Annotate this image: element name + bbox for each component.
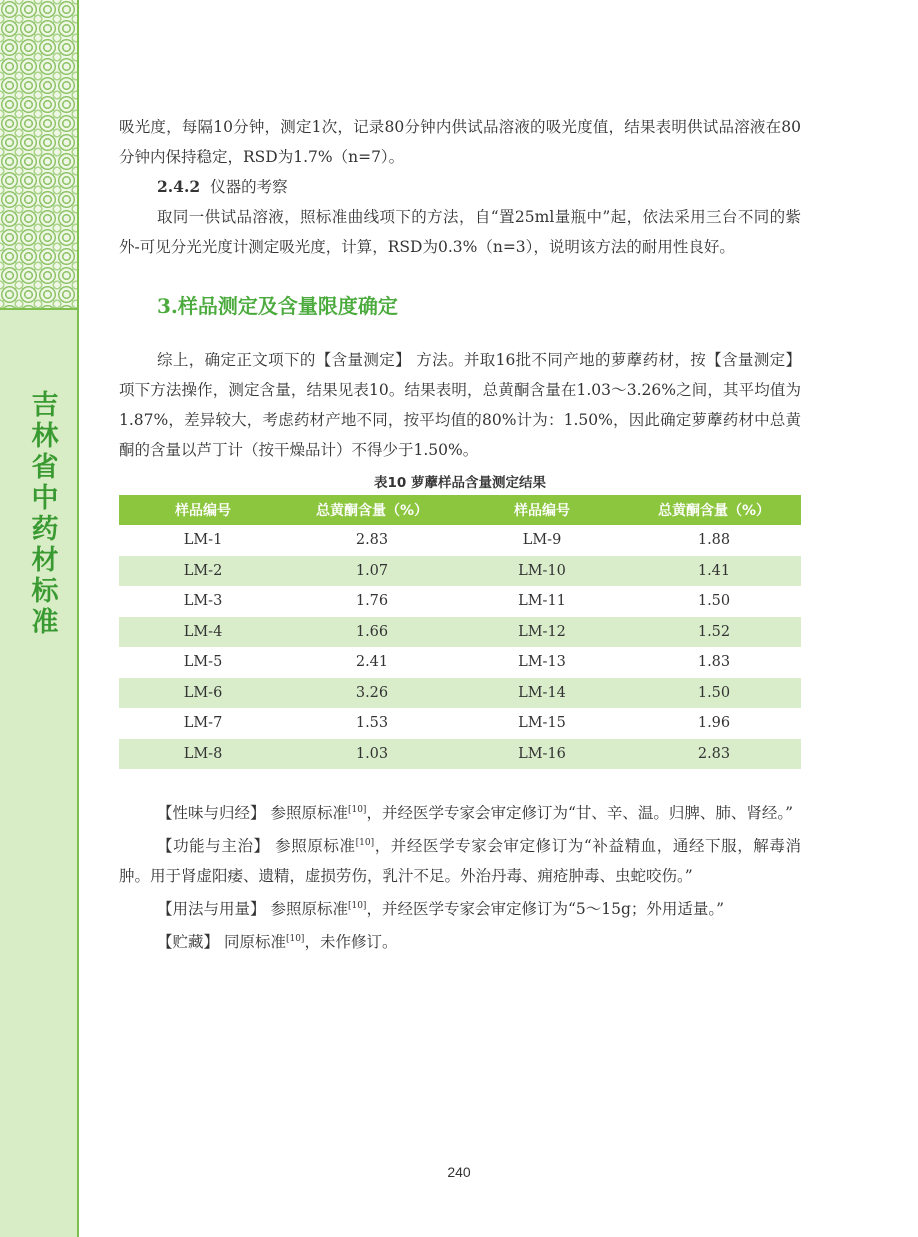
table-cell: 1.88 (697, 532, 731, 549)
item-text: 同原标准 (219, 933, 286, 952)
table-cell: LM-4 (119, 617, 287, 648)
table-cell: LM-12 (457, 617, 627, 648)
table-cell: 1.76 (355, 593, 389, 610)
table-cell: LM-16 (457, 739, 627, 770)
table-caption: 表10 萝藦样品含量测定结果 (374, 475, 546, 491)
item-label: 【贮藏】 (157, 933, 220, 952)
table-header-row (119, 495, 801, 525)
page-number: 240 (447, 1164, 471, 1180)
citation-ref: [10] (347, 901, 367, 912)
paragraph-summary: 综上，确定正文项下的【含量测定】 方法。并取16批不同产地的萝藦药材，按【含量测定】 项下方法操作，测定含量，结果见表10。结果表明，总黄酮含量在1.03～3.26%之间，其平均值为1.87%，差异较大，考虑药材产地不同，按平均值的80%计为：1.50%，因此确定萝藦药材中总黄酮的含量以芦丁计（按干燥品计）不得少于1.50%。 (119, 351, 801, 459)
table-cell: LM-2 (119, 556, 287, 587)
table-cell: LM-10 (457, 556, 627, 587)
item-function-indication (119, 828, 801, 891)
header-content: 总黄酮含量（%） (627, 495, 801, 525)
table-row (119, 525, 801, 556)
paragraph-stability: 吸光度，每隔10分钟，测定1次，记录80分钟内供试品溶液的吸光度值，结果表明供试品溶液在80分钟内保持稳定，RSD为1.7%（n=7）。 (119, 118, 801, 166)
table-row (119, 556, 801, 587)
table-cell: LM-3 (183, 593, 223, 610)
table-cell: 1.52 (627, 617, 801, 648)
subsection-heading (157, 172, 801, 202)
subsection-number: 2.4.2 (157, 177, 201, 196)
decorative-pattern (0, 0, 77, 310)
table-cell: 1.83 (697, 654, 731, 671)
table-row (119, 739, 801, 770)
table-cell: 1.53 (355, 715, 389, 732)
item-text: 参照原标准 (265, 804, 348, 823)
table-row (119, 586, 801, 617)
table-cell: 1.66 (287, 617, 457, 648)
item-text: ，并经医学专家会审定修订为“5～15g；外用适量。” (366, 900, 725, 919)
table-cell: LM-15 (518, 715, 566, 732)
table-row (119, 708, 801, 739)
table-cell: 1.41 (627, 556, 801, 587)
header-content: 总黄酮含量（%） (287, 495, 457, 525)
citation-ref: [10] (355, 838, 375, 849)
table-cell: LM-14 (457, 678, 627, 709)
table-cell: LM-11 (518, 593, 566, 610)
table-cell: 2.41 (355, 654, 389, 671)
item-text: 参照原标准 (265, 900, 348, 919)
results-table (119, 495, 801, 769)
item-taste-meridian (119, 795, 801, 828)
citation-ref: [10] (347, 805, 367, 815)
table-cell: LM-1 (183, 532, 223, 549)
item-usage-dosage (119, 891, 801, 924)
table-row (119, 617, 801, 648)
item-storage (119, 924, 801, 957)
table-cell: 1.07 (287, 556, 457, 587)
paragraph-instrument: 取同一供试品溶液，照标准曲线项下的方法，自“置25ml量瓶中”起，依法采用三台不同的紫外-可见分光光度计测定吸光度，计算，RSD为0.3%（n=3），说明该方法的耐用性良好。 (119, 208, 801, 256)
table-cell: 1.50 (627, 678, 801, 709)
header-sample-id: 样品编号 (119, 495, 287, 525)
sidebar-title: 吉林省中药材标准 (31, 390, 59, 638)
table-cell: LM-6 (119, 678, 287, 709)
item-text: ，并经医学专家会审定修订为“补益精血，通经下服，解毒消肿。用于肾虚阳痿、遗精，虚损劳伤，乳汁不足。外治丹毒、痈疮肿毒、虫蛇咬伤。” (119, 837, 801, 886)
table-cell: 3.26 (287, 678, 457, 709)
header-sample-id: 样品编号 (457, 495, 627, 525)
table-cell: 1.96 (697, 715, 731, 732)
table-cell: 2.83 (627, 739, 801, 770)
table-cell: 2.83 (355, 532, 389, 549)
page-content (119, 112, 801, 958)
item-text: 参照原标准 (269, 837, 356, 856)
table-cell: 1.03 (287, 739, 457, 770)
item-label: 【性味与归经】 (157, 804, 266, 823)
item-label: 【用法与用量】 (157, 900, 266, 919)
table-cell: LM-5 (183, 654, 223, 671)
table-cell: LM-7 (183, 715, 223, 732)
table-cell: LM-9 (522, 532, 562, 549)
subsection-title: 仪器的考察 (210, 178, 288, 196)
sidebar (0, 0, 79, 1237)
citation-ref: [10] (285, 934, 305, 945)
section-heading: 3.样品测定及含量限度确定 (157, 294, 398, 318)
item-label: 【功能与主治】 (157, 837, 270, 856)
item-text: ，未作修订。 (304, 933, 398, 952)
table-row (119, 647, 801, 678)
table-cell: LM-8 (119, 739, 287, 770)
item-text: ，并经医学专家会审定修订为“甘、辛、温。归脾、肺、肾经。” (366, 804, 794, 823)
table-cell: LM-13 (518, 654, 566, 671)
table-row (119, 678, 801, 709)
table-cell: 1.50 (697, 593, 731, 610)
